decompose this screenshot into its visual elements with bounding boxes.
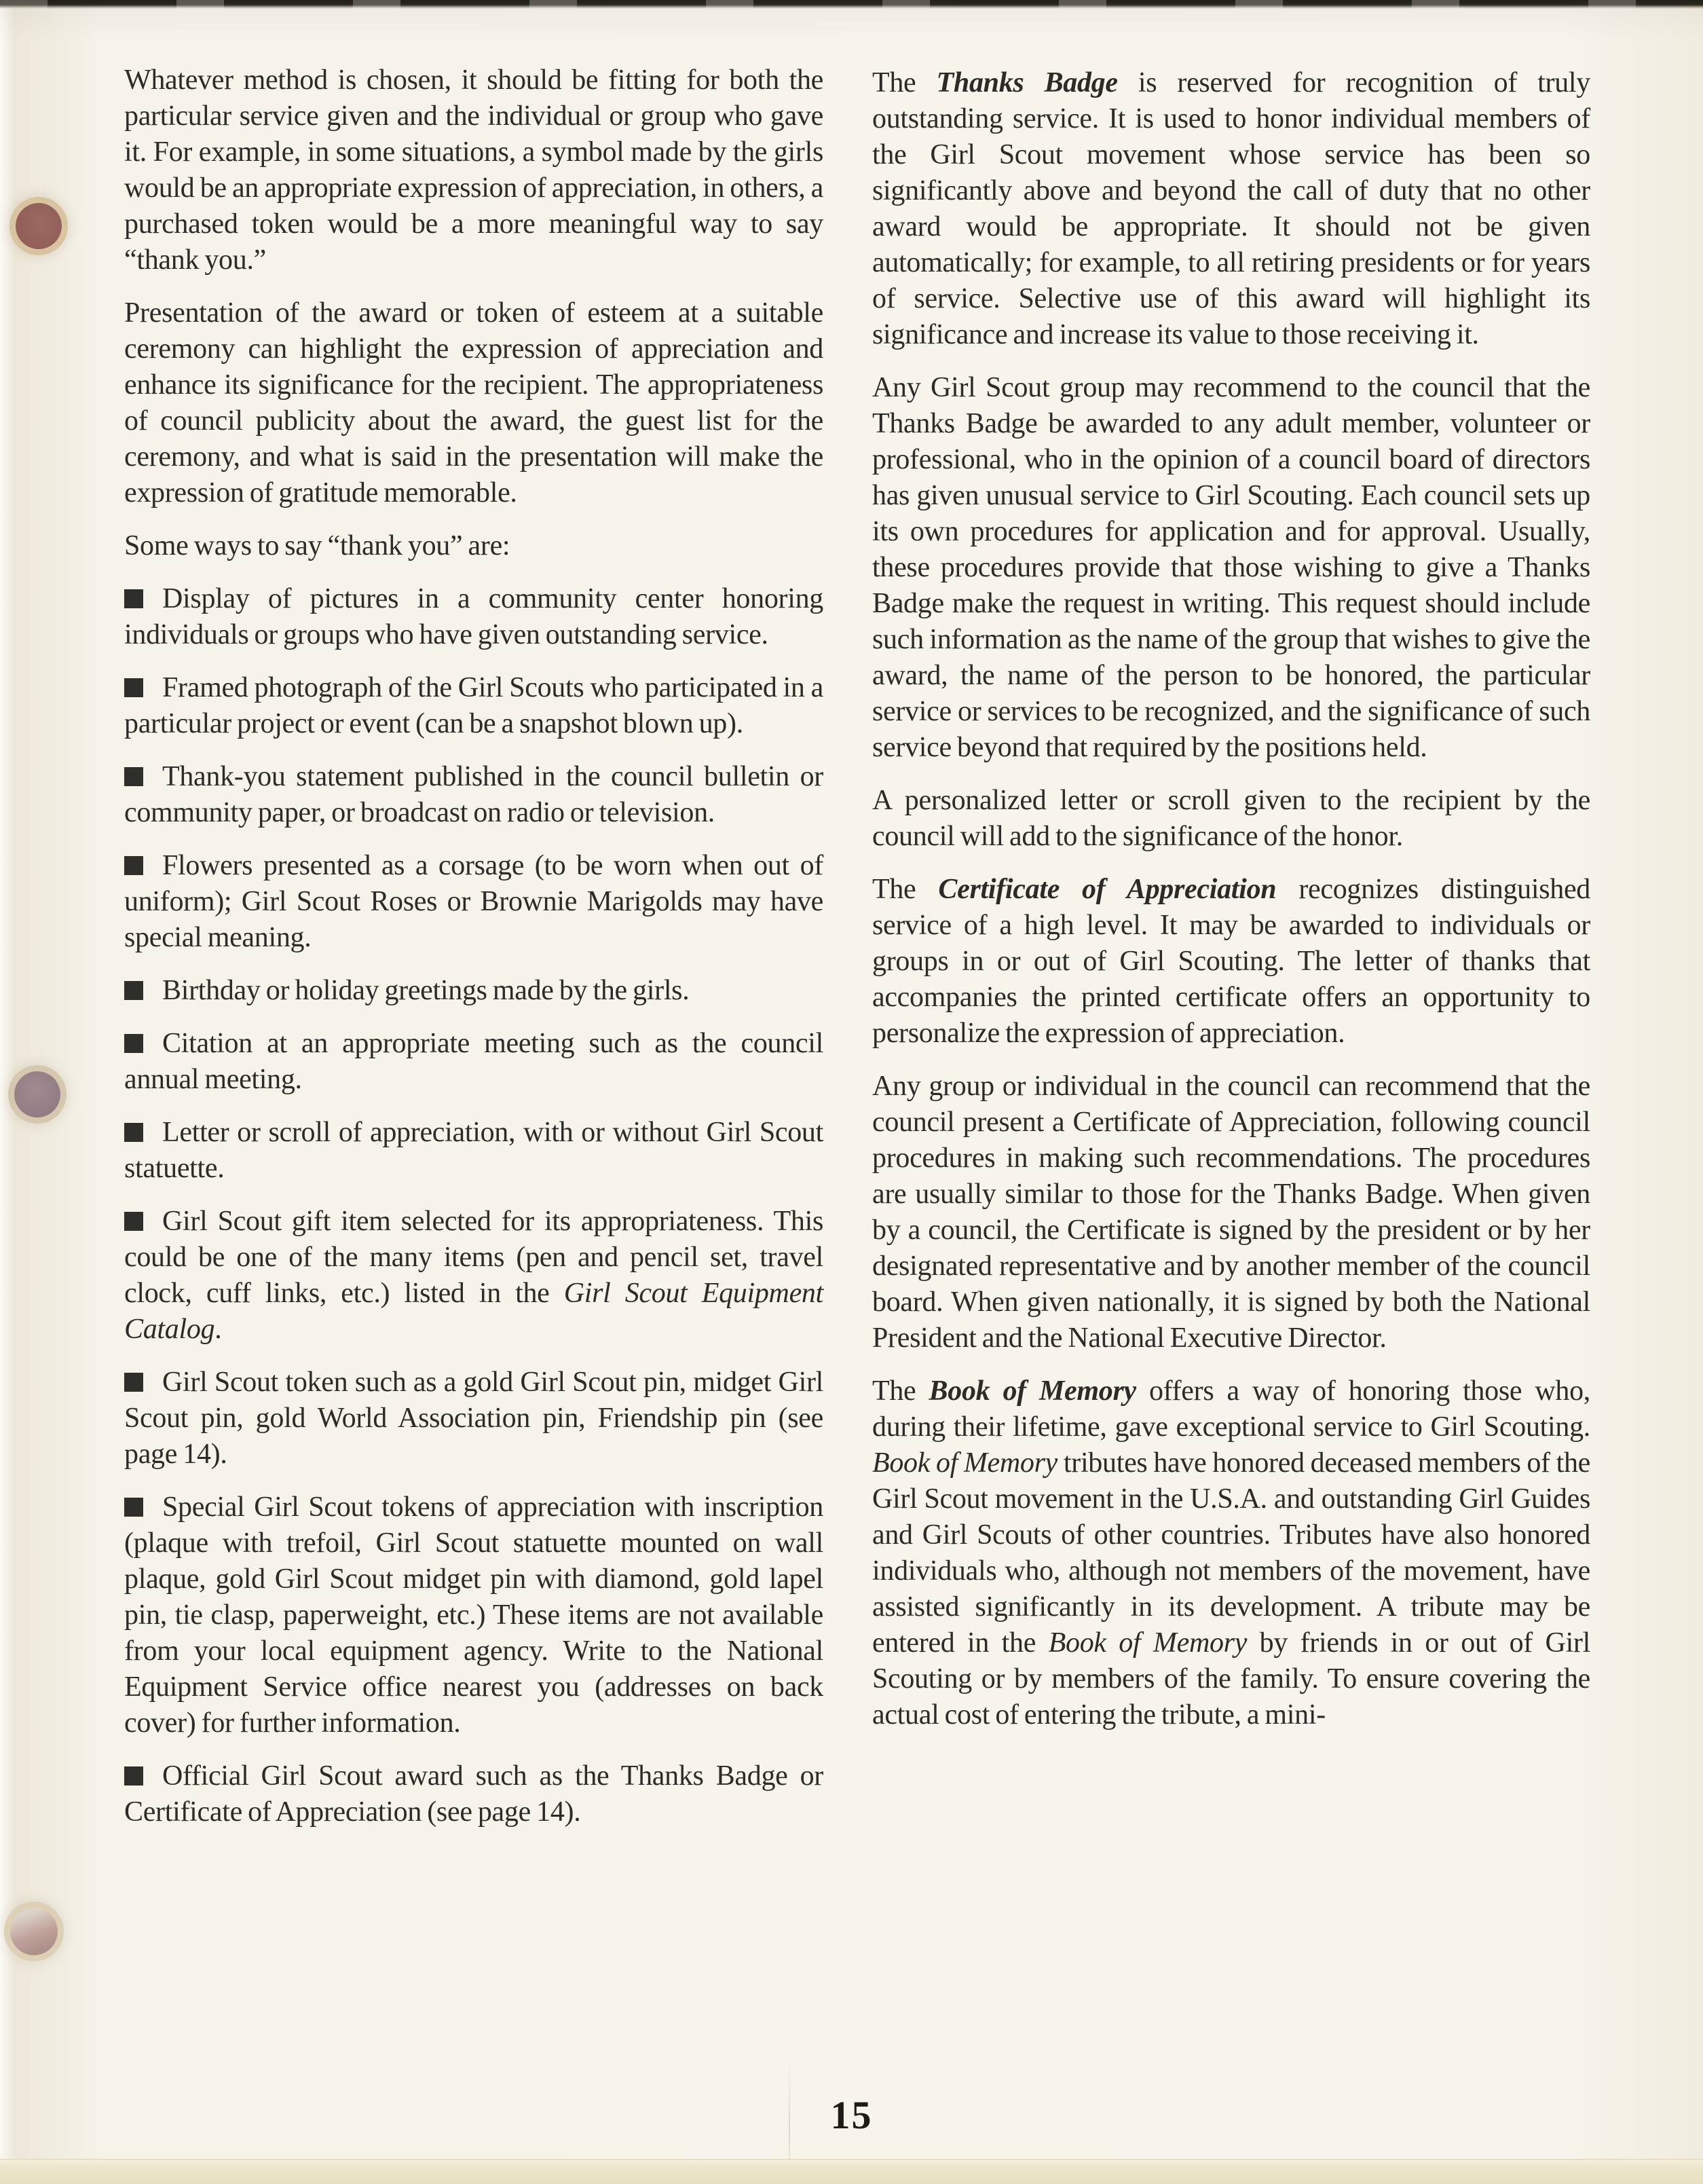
page-number: 15 (830, 2093, 873, 2137)
text-run: . (214, 1314, 222, 1345)
text-run: is reserved for recognition of truly outstanding service. It is used to honor individual members of the Girl Scout movement whose service has been so significantly above and beyond the call of duty that no other award would be appropriate. It should not be given automatically; for example, to all retiring presidents or for years of service. Selective use of this award will highlight its significance and increase its value to those receiving it. (872, 67, 1590, 350)
bullet-square-icon (124, 1498, 143, 1517)
text-run: Book of Memory (929, 1375, 1136, 1407)
bullet-item (124, 1026, 823, 1098)
text-run: Book of Memory (1048, 1627, 1248, 1659)
paragraph (872, 370, 1590, 766)
paragraph (124, 528, 823, 564)
text-run: A personalized letter or scroll given to the recipient by the council will add to the significance of the honor. (872, 785, 1590, 852)
bullet-square-icon (124, 589, 143, 608)
paragraph (872, 65, 1590, 353)
bullet-item (124, 1489, 823, 1741)
text-run: Thanks Badge (936, 67, 1118, 98)
bullet-item (124, 1758, 823, 1830)
bullet-item (124, 1115, 823, 1187)
text-run: The (872, 874, 939, 905)
paragraph (872, 1373, 1590, 1733)
bullet-item (124, 581, 823, 653)
bullet-square-icon (124, 1373, 143, 1392)
text-run: offers a way of honoring those who, during their lifetime, gave exceptional service to Girl Scouting. (872, 1375, 1590, 1443)
text-run: Any Girl Scout group may recommend to the council that the Thanks Badge be awarded to any adult member, volunteer or professional, who in the opinion of a council board of directors has given unusual service to Girl Scouting. Each council sets up its own procedures for application and for approval. Usually, these procedures provide that those wishing to give a Thanks Badge make the request in writing. This request should include such information as the name of the group that wishes to give the award, the name of the person to be honored, the particular service or services to be recognized, and the significance of such service beyond that required by the positions held. (872, 372, 1590, 763)
text-run: Framed photograph of the Girl Scouts who participated in a particular project or event (can be a snapshot blown up). (124, 672, 823, 739)
text-run: Whatever method is chosen, it should be fitting for both the particular service given and the individual or group who gave it. For example, in some situations, a symbol made by the girls would be an appropriate expression of appreciation, in others, a purchased token would be a more meaningful way to say “thank you.” (124, 64, 823, 276)
paragraph (124, 295, 823, 511)
binder-hole-punch (10, 1908, 58, 1955)
text-run: Girl Scout token such as a gold Girl Scout pin, midget Girl Scout pin, gold World Association pin, Friendship pin (see page 14). (124, 1367, 823, 1470)
bullet-item (124, 973, 823, 1009)
right-column (872, 65, 1590, 1750)
text-run: Certificate of Appreciation (938, 874, 1277, 905)
text-run: Some ways to say “thank you” are: (124, 530, 510, 561)
paragraph (872, 783, 1590, 855)
text-run: Flowers presented as a corsage (to be worn when out of uniform); Girl Scout Roses or Brownie Marigolds may have special meaning. (124, 850, 823, 953)
bullet-square-icon (124, 1034, 143, 1053)
text-run: Girl Scout gift item selected for its appropriateness. This could be one of the many items (pen and pencil set, travel clock, cuff links, etc.) listed in the (124, 1206, 823, 1309)
text-run: Official Girl Scout award such as the Thanks Badge or Certificate of Appreciation (see page 14). (124, 1760, 823, 1828)
text-run: by friends in or out of Girl Scouting or by members of the family. To ensure covering the actual cost of entering the tribute, a mini- (872, 1627, 1590, 1730)
bullet-square-icon (124, 1766, 143, 1785)
bullet-item (124, 848, 823, 956)
bullet-item (124, 759, 823, 831)
text-run: Any group or individual in the council can recommend that the council present a Certificate of Appreciation, following council procedures in making such recommendations. The procedures are usually similar to those for the Thanks Badge. When given by a council, the Certificate is signed by the president or by her designated representative and by another member of the council board. When given nationally, it is signed by both the National President and the National Executive Director. (872, 1071, 1590, 1354)
bullet-square-icon (124, 1212, 143, 1231)
page-edge-bottom (0, 2159, 1703, 2184)
paragraph (124, 62, 823, 278)
binder-hole-punch (16, 203, 62, 249)
bullet-square-icon (124, 767, 143, 786)
bullet-square-icon (124, 1123, 143, 1142)
text-run: Display of pictures in a community center honoring individuals or groups who have given outstanding service. (124, 583, 823, 650)
page-crease (789, 2062, 790, 2164)
text-run: Citation at an appropriate meeting such as the council annual meeting. (124, 1028, 823, 1095)
paragraph (872, 1069, 1590, 1356)
text-run: Girl Scout Equipment Catalog (124, 1278, 823, 1345)
bullet-item (124, 670, 823, 742)
bullet-square-icon (124, 856, 143, 875)
scan-edge-top (0, 0, 1703, 9)
text-run: Letter or scroll of appreciation, with or without Girl Scout statuette. (124, 1117, 823, 1184)
text-run: recognizes distinguished service of a high level. It may be awarded to individuals or groups in or out of Girl Scouting. The letter of thanks that accompanies the printed certificate offers an opportunity to personalize the expression of appreciation. (872, 874, 1590, 1049)
text-run: Book of Memory (872, 1447, 1058, 1479)
bullet-square-icon (124, 678, 143, 697)
text-run: Presentation of the award or token of esteem at a suitable ceremony can highlight the expression of appreciation and enhance its significance for the recipient. The appropriateness of council publicity about the award, the guest list for the ceremony, and what is said in the presentation will make the expression of gratitude memorable. (124, 297, 823, 508)
paragraph (872, 872, 1590, 1052)
text-run: Birthday or holiday greetings made by the girls. (162, 975, 690, 1006)
text-run: Special Girl Scout tokens of appreciation with inscription (plaque with trefoil, Girl Scout statuette mounted on wall plaque, gold Girl Scout midget pin with diamond, gold lapel pin, tie clasp, paperweight, etc.) These items are not available from your local equipment agency. Write to the National Equipment Service office nearest you (addresses on back cover) for further information. (124, 1492, 823, 1739)
text-run: The (872, 67, 937, 98)
bullet-item (124, 1365, 823, 1473)
left-column (124, 62, 823, 1847)
text-run: Thank-you statement published in the council bulletin or community paper, or broadcast on radio or television. (124, 761, 823, 828)
bullet-item (124, 1204, 823, 1348)
text-run: tributes have honored deceased members of the Girl Scout movement in the U.S.A. and outstanding Girl Guides and Girl Scouts of other countries. Tributes have also honored individuals who, although not members of the movement, have assisted significantly in its development. A tribute may be entered in the (872, 1447, 1590, 1659)
bullet-square-icon (124, 981, 143, 1000)
binder-hole-punch (14, 1071, 60, 1117)
text-run: The (872, 1375, 929, 1407)
